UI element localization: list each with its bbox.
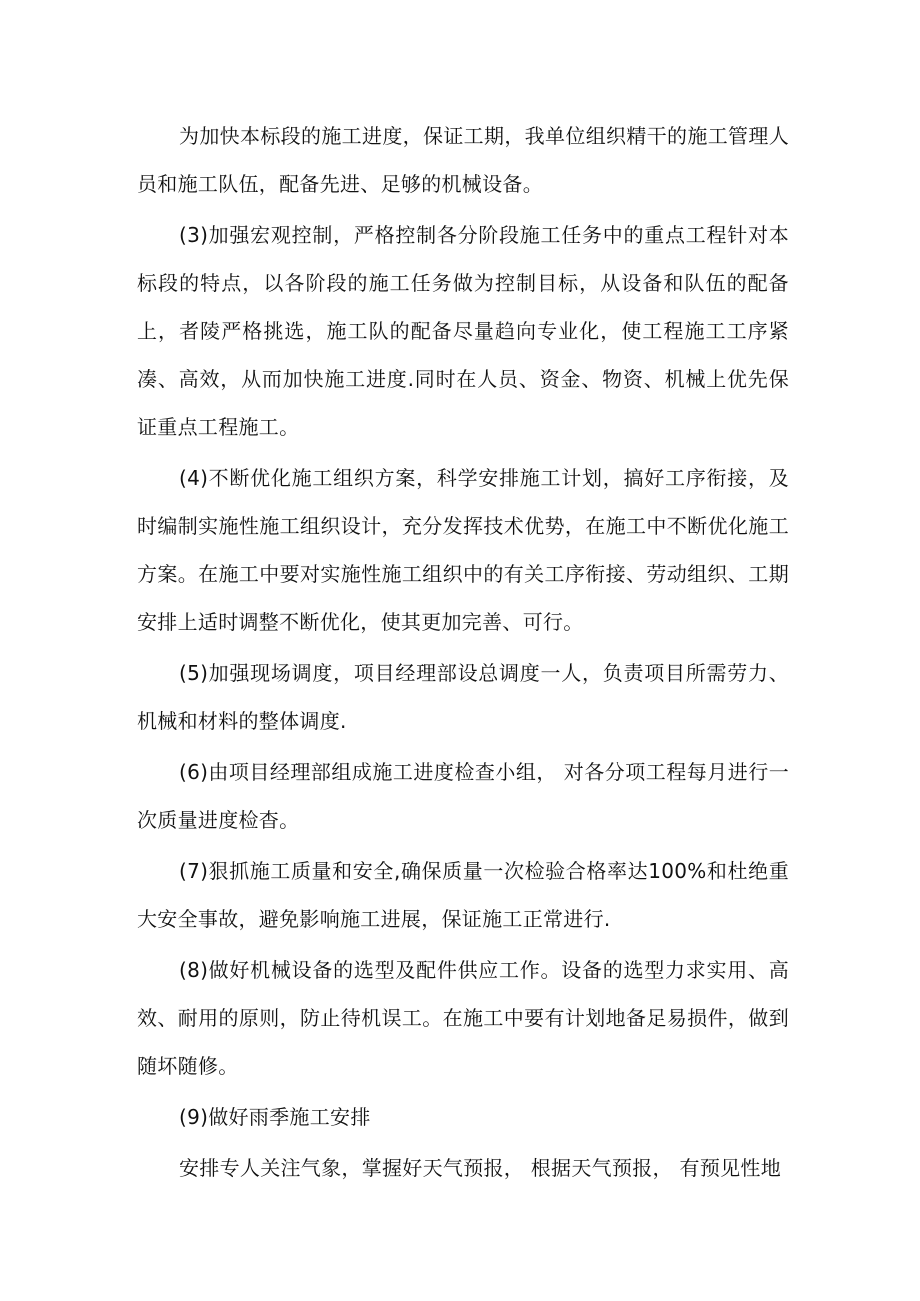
paragraph-item-3-macro-control: (3)加强宏观控制，严格控制各分阶段施工任务中的重点工程针对本标段的特点，以各阶段的施工任务做为控制目标，从设备和队伍的配备上，者陵严格挑选，施工队的配备尽量趋向专业化，使工程施工工序紧凑、高效，从而加快施工进度.同时在人员、资金、物资、机械上优先保证重点工程施工。 (137, 223, 789, 439)
paragraph-weather-monitoring: 安排专人关注气象，掌握好天气预报， 根据天气预报， 有预见性地 (179, 1156, 782, 1180)
paragraph-item-6-progress-check: (6)由项目经理部组成施工进度检查小组， 对各分项工程每月进行一次质量进度检杳。 (137, 760, 789, 832)
paragraph-item-7-quality-safety: (7)狠抓施工质量和安全,确保质量一次检验合格率达100%和杜绝重大安全事故，避免影响施工进展，保证施工正常进行. (137, 859, 789, 931)
paragraph-item-4-optimize-plan: (4)不断优化施工组织方案，科学安排施工计划，搞好工序衔接，及时编制实施性施工组织设计，充分发挥技术优势，在施工中不断优化施工方案。在施工中要对实施性施工组织中的有关工序衔接、劳动组织、工期安排上适时调整不断优化，使其更加完善、可行。 (137, 466, 789, 634)
paragraph-item-8-equipment: (8)做好机械设备的选型及配件供应工作。设备的选型力求实用、高效、耐用的原则，防止待机误工。在施工中要有计划地备足易损件，做到随坏随修。 (137, 958, 789, 1078)
paragraph-item-9-rainy-season: (9)做好雨季施工安排 (179, 1105, 371, 1129)
paragraph-item-5-site-dispatch: (5)加强现场调度，项目经理部设总调度一人，负责项目所需劳力、机械和材料的整体调度. (137, 661, 789, 733)
document-body (137, 112, 789, 1195)
paragraph-speed-up-intro: 为加快本标段的施工进度，保证工期，我单位组织精干的施工管理人员和施工队伍，配备先进、足够的机械设备。 (137, 124, 789, 196)
